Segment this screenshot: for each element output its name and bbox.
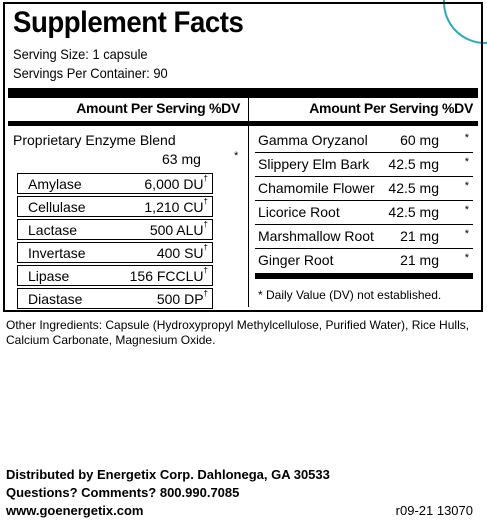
left-column-header: Amount Per Serving %DV [76, 100, 240, 116]
supplement-facts-panel [3, 2, 483, 312]
blend-dv-star: * [234, 150, 239, 162]
right-bottom-divider [255, 273, 473, 279]
ingredient-name: Marshmallow Root [258, 228, 374, 244]
row-divider [255, 248, 473, 249]
ingredient-name: Gamma Oryzanol [258, 132, 368, 148]
daily-value-footnote: * Daily Value (DV) not established. [258, 288, 442, 302]
enzyme-amount: 400 SU† [156, 243, 208, 261]
website: www.goenergetix.com [6, 503, 144, 518]
contact-phone: Questions? Comments? 800.990.7085 [6, 485, 240, 500]
ingredient-amount: 60 mg [400, 132, 439, 148]
servings-per-container: Servings Per Container: 90 [13, 65, 168, 81]
ingredient-name: Chamomile Flower [258, 180, 375, 196]
ingredient-amount: 21 mg [400, 228, 439, 244]
ingredient-dv: * [464, 228, 469, 240]
thick-divider [8, 88, 478, 98]
blend-name: Proprietary Enzyme Blend [13, 132, 176, 148]
row-divider [255, 200, 473, 201]
enzyme-amount: 156 FCCLU† [129, 266, 208, 284]
other-ingredients: Other Ingredients: Capsule (Hydroxypropyl Methylcellulose, Purified Water), Rice Hulls, Calcium Carbonate, Magnesium Oxide. [6, 318, 470, 347]
enzyme-row [17, 242, 213, 263]
ingredient-dv: * [464, 132, 469, 144]
ingredient-dv: * [464, 156, 469, 168]
enzyme-amount: 1,210 CU† [144, 197, 208, 215]
header-divider [8, 121, 478, 126]
enzyme-name: Lipase [28, 268, 70, 284]
enzyme-name: Cellulase [28, 199, 86, 215]
enzyme-name: Invertase [28, 245, 86, 261]
ingredient-dv: * [464, 204, 469, 216]
panel-title: Supplement Facts [13, 6, 244, 39]
product-code: r09-21 13070 [395, 503, 473, 518]
ingredient-name: Slippery Elm Bark [258, 156, 370, 172]
ingredient-amount: 42.5 mg [388, 180, 439, 196]
enzyme-row [17, 196, 213, 217]
enzyme-name: Amylase [28, 176, 82, 192]
column-divider [248, 98, 249, 307]
enzyme-row [17, 265, 213, 286]
ingredient-amount: 42.5 mg [388, 156, 439, 172]
ingredient-dv: * [464, 180, 469, 192]
ingredient-amount: 42.5 mg [388, 204, 439, 220]
enzyme-row [17, 288, 213, 309]
serving-size: Serving Size: 1 capsule [13, 46, 148, 62]
ingredient-name: Ginger Root [258, 252, 334, 268]
row-divider [255, 152, 473, 153]
ingredient-amount: 21 mg [400, 252, 439, 268]
enzyme-amount: 500 DP† [156, 289, 208, 307]
ingredient-dv: * [464, 252, 469, 264]
enzyme-row [17, 219, 213, 240]
enzyme-name: Lactase [28, 222, 78, 238]
distributor-line: Distributed by Energetix Corp. Dahlonega, GA 30533 [6, 467, 330, 482]
enzyme-name: Diastase [28, 291, 83, 307]
enzyme-amount: 6,000 DU† [144, 174, 208, 192]
row-divider [255, 176, 473, 177]
right-column-header: Amount Per Serving %DV [309, 100, 473, 116]
blend-amount: 63 mg [162, 151, 201, 167]
enzyme-amount: 500 ALU† [149, 220, 208, 238]
row-divider [255, 224, 473, 225]
ingredient-name: Licorice Root [258, 204, 340, 220]
enzyme-row [17, 173, 213, 194]
